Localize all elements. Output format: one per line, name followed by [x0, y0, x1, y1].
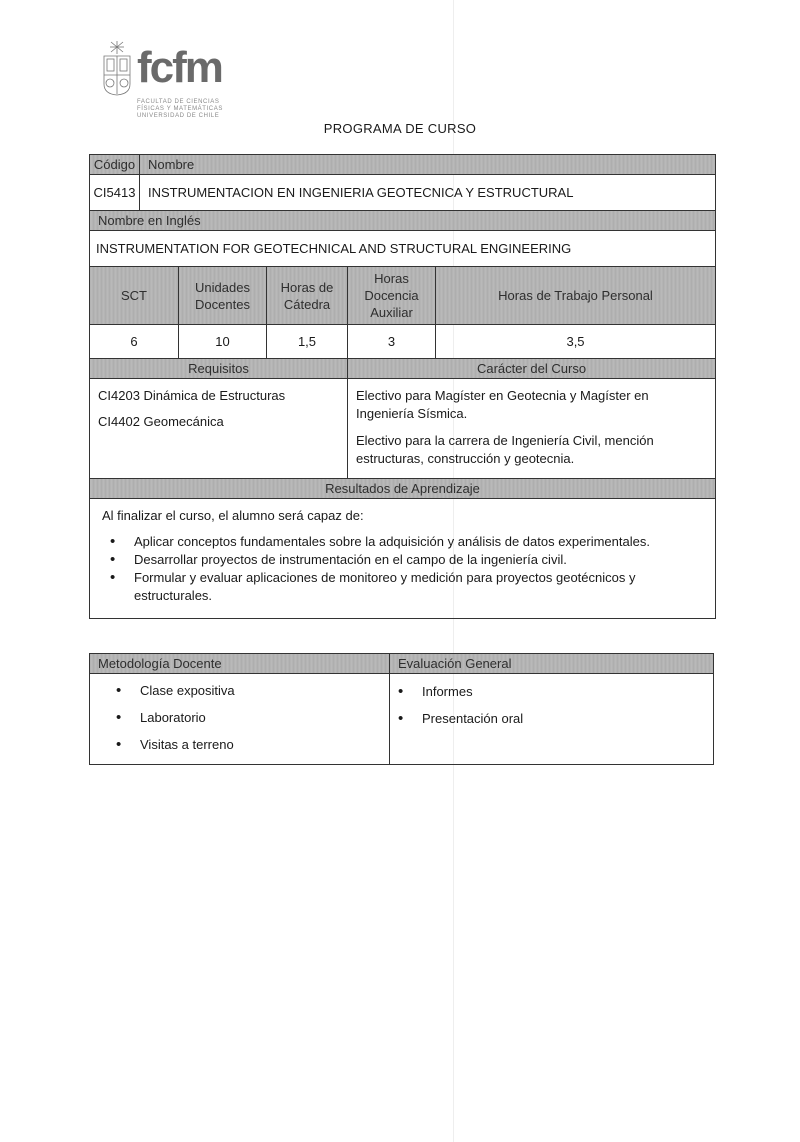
sct-header: SCT [90, 267, 179, 325]
catedra-header-line: Cátedra [283, 296, 331, 312]
outcome-item: • Formular y evaluar aplicaciones de monitoreo y medición para proyectos geotécnicos y estructurales. [102, 569, 703, 605]
character-paragraph: Electivo para la carrera de Ingeniería Civil, mención estructuras, construcción y geotecnia. [356, 433, 654, 466]
sct-value: 6 [90, 325, 179, 359]
auxiliar-header-line: Horas [374, 271, 409, 286]
course-info-table [89, 154, 716, 619]
auxiliar-header [348, 267, 436, 325]
unidades-header-line: Docentes [195, 296, 250, 312]
methodology-evaluation-table [89, 653, 714, 765]
methodology-item: • Laboratorio [108, 709, 381, 727]
outcomes-header: Resultados de Aprendizaje [90, 479, 716, 499]
evaluation-header: Evaluación General [390, 654, 714, 674]
name-header: Nombre [140, 155, 716, 175]
methodology-item: • Clase expositiva [108, 682, 381, 700]
logo-subtitle-line: FACULTAD DE CIENCIAS [137, 99, 220, 105]
logo-wordmark: fcfm [137, 43, 222, 92]
evaluation-item: • Informes [390, 683, 705, 701]
evaluation-list-cell [390, 674, 714, 765]
character-paragraph: Electivo para Magíster en Geotecnia y Magíster en Ingeniería Sísmica. [356, 388, 649, 421]
methodology-header: Metodología Docente [90, 654, 390, 674]
logo-subtitle [137, 99, 247, 120]
evaluation-list [390, 683, 705, 728]
document-title: PROGRAMA DE CURSO [323, 121, 477, 136]
outcomes-content [90, 499, 716, 619]
character-text [348, 379, 716, 479]
outcome-item: • Desarrollar proyectos de instrumentación en el campo de la ingeniería civil. [102, 551, 703, 569]
personal-value: 3,5 [436, 325, 716, 359]
requirements-list [90, 379, 348, 479]
outcome-item: • Aplicar conceptos fundamentales sobre la adquisición y análisis de datos experimentales. [102, 533, 703, 551]
catedra-header [267, 267, 348, 325]
catedra-header-line: Horas de [280, 279, 334, 295]
university-shield-icon [102, 40, 132, 96]
personal-header: Horas de Trabajo Personal [436, 267, 716, 325]
fcfm-logo [100, 38, 240, 122]
code-header: Código [90, 155, 140, 175]
outcomes-intro: Al finalizar el curso, el alumno será capaz de: [102, 508, 364, 523]
character-header: Carácter del Curso [348, 359, 716, 379]
course-code: CI5413 [90, 175, 140, 211]
english-name-header: Nombre en Inglés [90, 211, 716, 231]
course-name: INSTRUMENTACION EN INGENIERIA GEOTECNICA Y ESTRUCTURAL [140, 175, 716, 211]
requirements-header: Requisitos [90, 359, 348, 379]
logo-subtitle-line: UNIVERSIDAD DE CHILE [137, 113, 220, 119]
auxiliar-header-line: Auxiliar [370, 305, 413, 320]
outcomes-list [102, 533, 703, 605]
methodology-list [108, 682, 381, 754]
unidades-header-line: Unidades [195, 279, 250, 295]
methodology-item: • Visitas a terreno [108, 736, 381, 754]
unidades-value: 10 [179, 325, 267, 359]
unidades-header [179, 267, 267, 325]
evaluation-item: • Presentación oral [390, 710, 705, 728]
requirement-item: CI4402 Geomecánica [98, 414, 224, 429]
logo-subtitle-line: FÍSICAS Y MATEMÁTICAS [137, 106, 223, 112]
catedra-value: 1,5 [267, 325, 348, 359]
auxiliar-value: 3 [348, 325, 436, 359]
methodology-list-cell [90, 674, 390, 765]
auxiliar-header-line: Docencia [364, 288, 419, 303]
requirement-item: CI4203 Dinámica de Estructuras [98, 388, 286, 403]
english-course-name: INSTRUMENTATION FOR GEOTECHNICAL AND STRUCTURAL ENGINEERING [90, 231, 716, 267]
